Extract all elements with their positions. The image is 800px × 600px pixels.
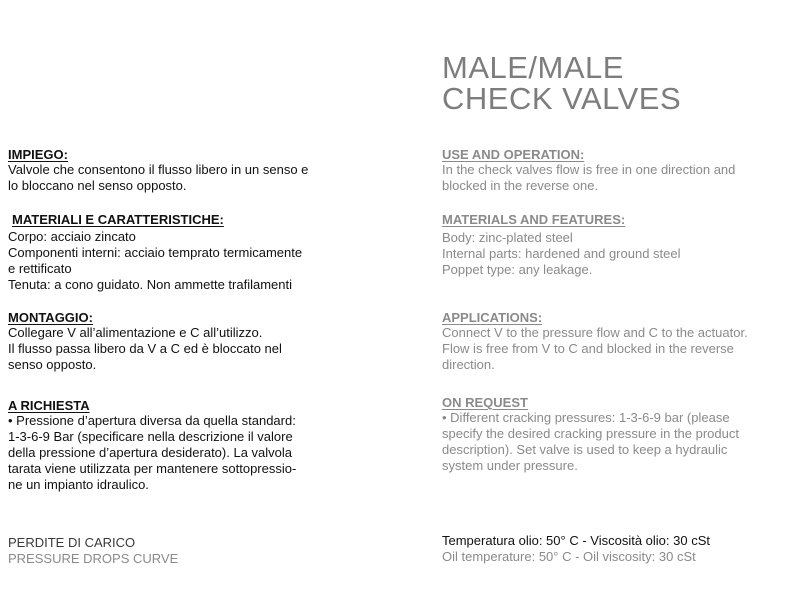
en-section-applications	[442, 310, 748, 373]
en-section-use	[442, 147, 735, 194]
it-materiali-line: Componenti interni: acciaio temprato termicamente	[8, 245, 303, 260]
en-use-line: blocked in the reverse one.	[442, 178, 599, 193]
en-request-line: system under pressure.	[442, 458, 578, 473]
en-pressure-drops-caption: PRESSURE DROPS CURVE	[8, 551, 179, 566]
en-materials-line: Internal parts: hardened and ground steel	[442, 246, 681, 261]
en-applications-line: Flow is free from V to C and blocked in the reverse	[442, 341, 734, 356]
en-heading-use: USE AND OPERATION:	[442, 147, 585, 162]
it-heading-montaggio: MONTAGGIO:	[8, 310, 93, 325]
it-materiali-line: e rettificato	[8, 261, 72, 276]
it-richiesta-line: • Pressione d’apertura diversa da quella standard:	[8, 413, 296, 428]
it-montaggio-line: Collegare V all’alimentazione e C all’utilizzo.	[8, 325, 263, 340]
it-pressure-drops-caption: PERDITE DI CARICO	[8, 535, 136, 550]
it-impiego-line: lo bloccano nel senso opposto.	[8, 178, 187, 193]
it-montaggio-line: Il flusso passa libero da V a C ed è bloccato nel	[8, 341, 282, 356]
it-heading-impiego: IMPIEGO:	[8, 147, 68, 162]
it-richiesta-line: tarata viene utilizzata per mantenere sottopressio-	[8, 461, 297, 476]
en-heading-request: ON REQUEST	[442, 395, 528, 410]
en-section-request	[442, 395, 739, 474]
it-heading-richiesta: A RICHIESTA	[8, 398, 90, 413]
en-applications-line: Connect V to the pressure flow and C to the actuator.	[442, 325, 748, 340]
en-heading-applications: APPLICATIONS:	[442, 310, 543, 325]
it-heading-materiali: MATERIALI E CARATTERISTICHE:	[12, 212, 224, 227]
page-title	[442, 52, 782, 114]
temperature-block	[442, 533, 710, 565]
it-montaggio-line: senso opposto.	[8, 357, 97, 372]
title-line-1: MALE/MALE	[442, 50, 624, 85]
it-section-richiesta	[8, 398, 296, 493]
en-applications-line: direction.	[442, 357, 495, 372]
en-section-materials	[442, 212, 681, 278]
temperature-it: Temperatura olio: 50° C - Viscosità olio: 30 cSt	[442, 533, 710, 548]
it-section-montaggio	[8, 310, 282, 373]
it-materiali-body	[8, 229, 302, 293]
en-heading-materials: MATERIALS AND FEATURES:	[442, 212, 626, 227]
en-use-line: In the check valves flow is free in one direction and	[442, 162, 736, 177]
it-richiesta-line: 1-3-6-9 Bar (specificare nella descrizione il valore	[8, 429, 293, 444]
en-request-line: • Different cracking pressures: 1-3-6-9 bar (please	[442, 410, 730, 425]
it-materiali-line: Tenuta: a cono guidato. Non ammette trafilamenti	[8, 277, 292, 292]
en-materials-line: Poppet type: any leakage.	[442, 262, 593, 277]
title-line-2: CHECK VALVES	[442, 81, 682, 116]
temperature-en: Oil temperature: 50° C - Oil viscosity: 30 cSt	[442, 549, 696, 564]
en-request-line: specify the desired cracking pressure in the product	[442, 426, 739, 441]
en-materials-line: Body: zinc-plated steel	[442, 230, 573, 245]
it-richiesta-line: della pressione d’apertura desiderato). La valvola	[8, 445, 293, 460]
it-section-impiego	[8, 147, 308, 194]
it-richiesta-line: ne un impianto idraulico.	[8, 477, 149, 492]
it-impiego-line: Valvole che consentono il flusso libero in un senso e	[8, 162, 309, 177]
en-request-line: description). Set valve is used to keep a hydraulic	[442, 442, 728, 457]
it-section-materiali	[12, 212, 224, 227]
it-materiali-line: Corpo: acciaio zincato	[8, 229, 136, 244]
caption-block-left	[8, 535, 178, 567]
